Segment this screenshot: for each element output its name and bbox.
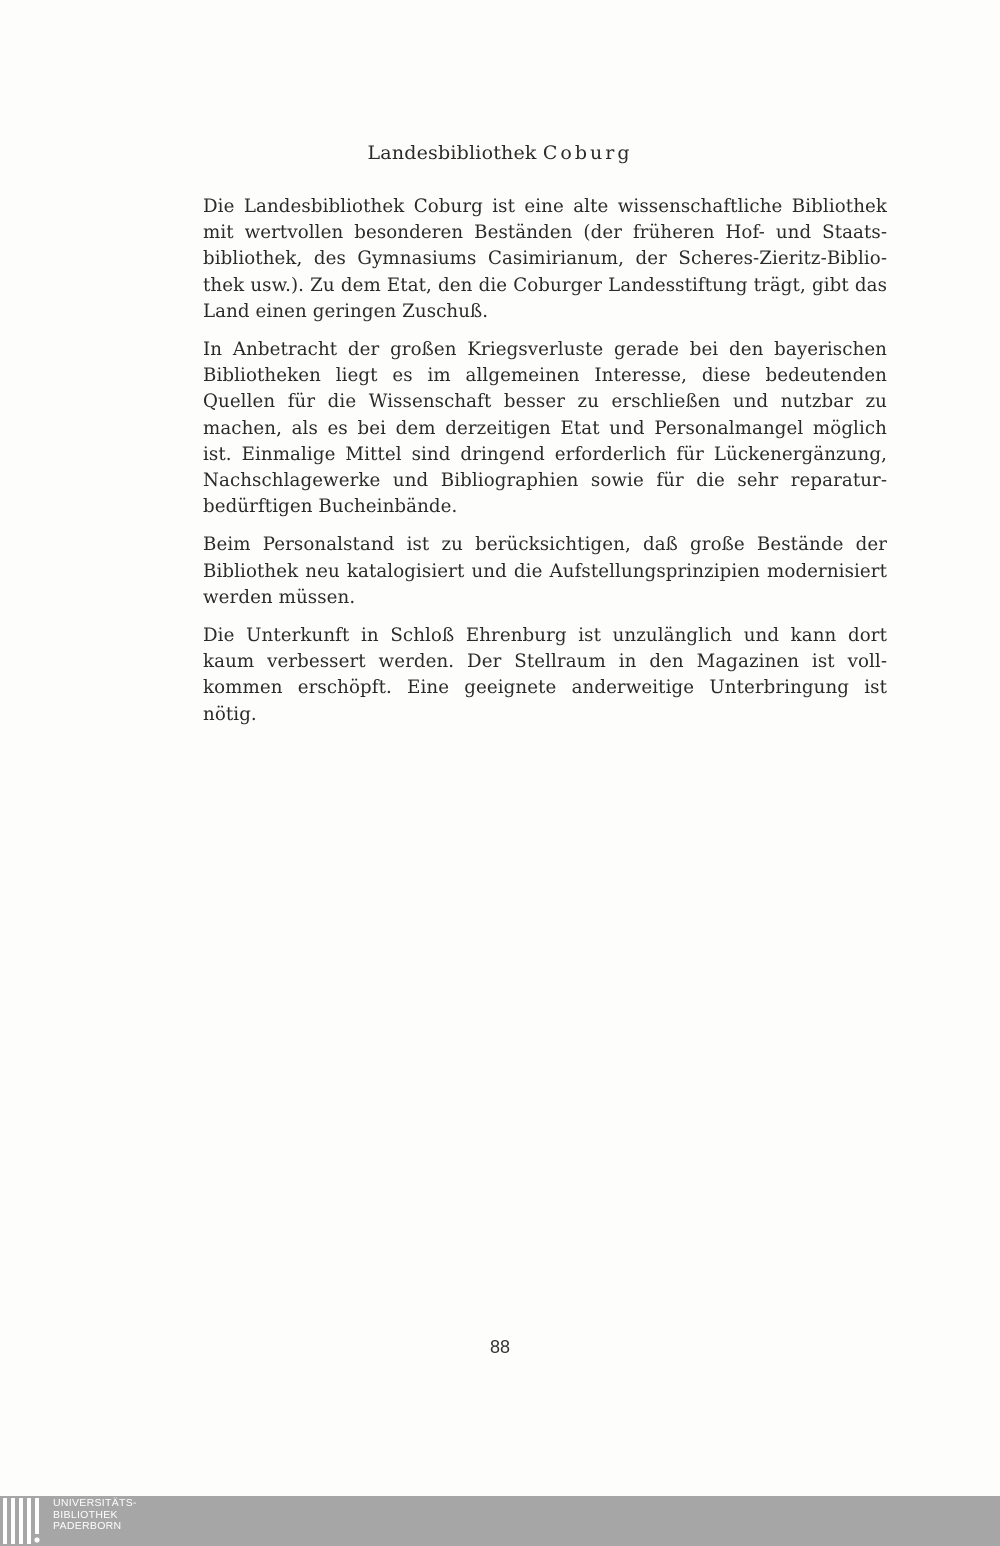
logo-line: BIBLIOTHEK — [53, 1508, 118, 1521]
body-text — [203, 194, 887, 740]
library-footer-bar — [0, 1496, 1000, 1546]
library-logo-text — [53, 1498, 137, 1533]
library-logo-icon — [3, 1498, 47, 1544]
paragraph: In Anbetracht der großen Kriegsverluste gerade bei den bayerischen Bibliotheken liegt es im allgemeinen Interesse, diese bedeutenden Quellen für die Wissenschaft besser zu erschließen und nutzbar zu machen, als es bei dem derzeitigen Etat und Personalmangel möglich ist. Einmalige Mittel sind dringend erforderlich für Lückenergänzung, Nachschlagewerke und Bibliographien sowie für die sehr reparaturbedürftigen Bucheinbände. — [203, 339, 887, 518]
paragraph: Die Unterkunft in Schloß Ehrenburg ist unzulänglich und kann dort kaum verbessert werden. Der Stellraum in den Magazinen ist vollkommen erschöpft. Eine geeignete anderweitige Unterbringung ist nötig. — [203, 625, 887, 725]
logo-line: UNIVERSITÄTS- — [53, 1497, 137, 1509]
page-heading — [0, 142, 1000, 164]
paragraph: Beim Personalstand ist zu berücksichtigen, daß große Bestände der Bibliothek neu katalogisiert und die Aufstellungsprinzipien modernisiert werden müssen. — [203, 534, 887, 608]
page-number: 88 — [489, 1337, 511, 1357]
heading-name: Coburg — [542, 142, 633, 164]
paragraph: Die Landesbibliothek Coburg ist eine alte wissenschaftliche Bibliothek mit wertvollen besonderen Beständen (der früheren Hof- und Staatsbibliothek, des Gymnasiums Casimirianum, der Scheres-Zieritz-Bibliothek usw.). Zu dem Etat, den die Coburger Landesstiftung trägt, gibt das Land einen geringen Zuschuß. — [203, 196, 887, 322]
logo-line: PADERBORN — [53, 1520, 122, 1532]
heading-prefix: Landesbibliothek — [367, 142, 537, 164]
